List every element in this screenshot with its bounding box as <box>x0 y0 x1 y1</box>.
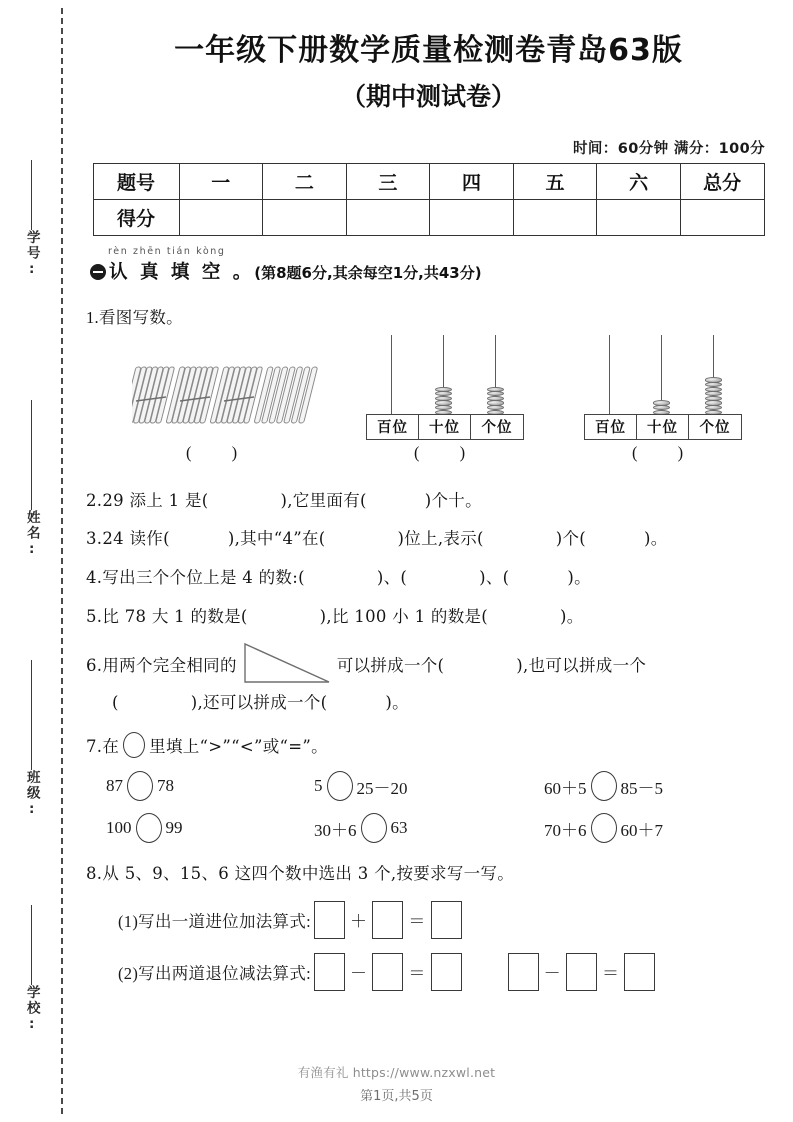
comparison-left: 100 <box>106 818 132 838</box>
question-5-seg3: )。 <box>560 606 584 626</box>
seal-field-class <box>14 660 48 819</box>
comparison-right: 85－5 <box>620 778 663 798</box>
question-3 <box>86 526 771 552</box>
question-4-seg1: 写出三个个位上是 4 的数:( <box>102 567 305 587</box>
exam-meta-line: 时间：60分钟 满分：100分 <box>573 141 765 158</box>
footer-watermark: 有渔有礼 https://www.nzxwl.net <box>297 1065 496 1080</box>
seal-label-class: 班级: <box>23 770 40 819</box>
question-8-sub-2-label: (2)写出两道退位减法算式: <box>118 963 312 983</box>
question-6-seg3: ),也可以拼成一个 <box>516 656 647 676</box>
score-input-cell[interactable] <box>346 200 430 236</box>
comparison-circle[interactable] <box>136 813 162 843</box>
place-label-hundreds: 百位 <box>367 415 419 439</box>
footer-page-number: 第1页,共5页 <box>360 1089 433 1104</box>
comparison-right: 78 <box>157 776 174 796</box>
sealing-margin <box>0 0 62 1122</box>
question-8-number: 8. <box>86 864 103 884</box>
question-7-row-2 <box>86 813 771 843</box>
exam-page <box>62 0 793 1122</box>
score-input-cell[interactable] <box>597 200 681 236</box>
figure-abacus-1 <box>366 335 530 439</box>
figure-abacus-2 <box>584 335 748 439</box>
comparison-left: 5 <box>314 776 323 796</box>
question-5-number: 5. <box>86 606 103 626</box>
comparison-right: 25－20 <box>356 778 408 798</box>
question-3-seg4: )个( <box>555 529 587 549</box>
seal-rule <box>31 160 32 230</box>
score-input-cell[interactable] <box>513 200 597 236</box>
question-8-sub-1 <box>86 901 771 939</box>
question-1 <box>86 305 771 331</box>
comparison-left: 70＋6 <box>544 820 587 840</box>
question-3-number: 3. <box>86 529 103 549</box>
section-note: (第8题6分,其余每空1分,共43分) <box>254 264 482 283</box>
abacus-place-labels <box>366 414 524 440</box>
comparison-item <box>86 771 314 801</box>
figure-abacus-1-answer-blank[interactable]: ( ) <box>414 442 484 462</box>
comparison-item <box>314 771 544 801</box>
comparison-left: 30＋6 <box>314 820 357 840</box>
place-label-tens: 十位 <box>637 415 689 439</box>
question-2-seg1: 29 添上 1 是( <box>102 490 209 510</box>
seal-rule <box>31 905 32 985</box>
score-table-row-header: 得分 <box>93 200 179 236</box>
comparison-left: 60＋5 <box>544 778 587 798</box>
seal-label-student-id: 学号: <box>23 230 40 279</box>
answer-box[interactable] <box>566 953 597 991</box>
score-table-cell: 三 <box>346 164 430 200</box>
question-6-seg6: )。 <box>385 693 409 713</box>
figure-abacus-2-answer-blank[interactable]: ( ) <box>632 442 702 462</box>
question-7-lead1: 在 <box>102 736 120 756</box>
score-input-cell[interactable] <box>680 200 764 236</box>
question-6 <box>86 642 771 684</box>
question-5-seg2: ),比 100 小 1 的数是( <box>319 606 489 626</box>
place-label-ones: 个位 <box>689 415 741 439</box>
question-3-seg2: ),其中“4”在( <box>227 529 326 549</box>
question-6-seg2: 可以拼成一个( <box>336 656 445 676</box>
answer-box[interactable] <box>508 953 539 991</box>
comparison-circle-example[interactable] <box>123 732 145 758</box>
question-8-text: 从 5、9、15、6 这四个数中选出 3 个,按要求写一写。 <box>102 864 515 884</box>
comparison-left: 87 <box>106 776 123 796</box>
sticks-icon <box>132 361 332 437</box>
place-label-tens: 十位 <box>419 415 471 439</box>
question-2-seg3: )个十。 <box>424 490 482 510</box>
question-1-number: 1. <box>86 308 99 328</box>
comparison-right: 99 <box>165 818 183 838</box>
page-footer <box>0 1063 793 1104</box>
score-table-cell: 六 <box>597 164 681 200</box>
section-title: 认 真 填 空 。 <box>109 262 255 284</box>
score-table <box>93 163 765 236</box>
seal-rule <box>31 400 32 510</box>
question-2-seg2: ),它里面有( <box>280 490 367 510</box>
comparison-item <box>544 813 754 843</box>
abacus-beads-tens <box>653 395 670 415</box>
comparison-item <box>544 771 754 801</box>
question-6-line2 <box>86 690 771 716</box>
question-8-sub-1-label: (1)写出一道进位加法算式: <box>118 911 312 931</box>
question-2 <box>86 488 771 514</box>
score-table-cell: 一 <box>179 164 263 200</box>
score-input-cell[interactable] <box>430 200 514 236</box>
page-title: 一年级下册数学质量检测卷青岛63版 <box>174 33 683 68</box>
question-1-figures <box>86 335 771 475</box>
score-table-cell: 总分 <box>680 164 764 200</box>
section-header <box>86 246 771 292</box>
operator-minus: － <box>543 964 561 984</box>
question-7-row-1 <box>86 771 771 801</box>
comparison-item <box>314 813 544 843</box>
table-row <box>93 200 764 236</box>
abacus-beads-ones <box>487 377 504 415</box>
equation-group <box>505 953 659 991</box>
question-7-number: 7. <box>86 736 103 756</box>
question-3-seg5: )。 <box>644 529 668 549</box>
operator-equals: ＝ <box>601 964 620 984</box>
answer-box[interactable] <box>372 953 403 991</box>
abacus-beads-tens <box>435 377 452 415</box>
comparison-circle[interactable] <box>327 771 353 801</box>
question-6-seg1: 用两个完全相同的 <box>102 656 237 676</box>
equation-group <box>311 901 465 939</box>
question-3-seg3: )位上,表示( <box>397 529 484 549</box>
section-pinyin: rèn zhēn tián kòng <box>108 246 226 258</box>
answer-box[interactable] <box>431 953 462 991</box>
operator-equals: ＝ <box>408 912 426 932</box>
score-table-cell: 二 <box>263 164 347 200</box>
seal-field-school <box>14 905 48 1034</box>
seal-field-name <box>14 400 48 559</box>
section-marker-icon <box>90 264 106 280</box>
comparison-circle[interactable] <box>361 813 387 843</box>
question-4-seg2: )、( <box>376 567 408 587</box>
question-6-number: 6. <box>86 656 103 676</box>
comparison-right: 60＋7 <box>620 820 663 840</box>
abacus-beads-ones <box>705 365 722 415</box>
question-5 <box>86 604 771 630</box>
place-label-ones: 个位 <box>471 415 523 439</box>
question-7-lead2: 里填上“>”“<”或“=”。 <box>149 736 328 756</box>
operator-plus: ＋ <box>350 912 368 932</box>
page-subtitle: （期中测试卷） <box>340 81 516 111</box>
seal-label-name: 姓名: <box>23 510 40 559</box>
answer-box[interactable] <box>372 901 403 939</box>
comparison-circle[interactable] <box>591 771 617 801</box>
question-2-number: 2. <box>86 490 103 510</box>
score-input-cell[interactable] <box>179 200 263 236</box>
answer-box[interactable] <box>431 901 462 939</box>
question-4 <box>86 565 771 591</box>
question-4-number: 4. <box>86 567 103 587</box>
operator-minus: － <box>350 964 368 984</box>
question-7 <box>86 732 771 760</box>
answer-box[interactable] <box>314 901 345 939</box>
question-1-text: 看图写数。 <box>98 308 183 328</box>
question-6-seg5: ),还可以拼成一个( <box>190 693 328 713</box>
score-table-cell: 五 <box>513 164 597 200</box>
question-4-seg4: )。 <box>567 567 591 587</box>
score-input-cell[interactable] <box>263 200 347 236</box>
table-row <box>93 164 764 200</box>
score-table-cell: 四 <box>430 164 514 200</box>
answer-box[interactable] <box>624 953 655 991</box>
figure-sticks <box>132 361 332 437</box>
score-table-row-header: 题号 <box>93 164 179 200</box>
right-triangle-icon <box>243 642 331 684</box>
abacus-place-labels <box>584 414 742 440</box>
question-6-seg4: ( <box>112 693 119 713</box>
comparison-item <box>86 813 314 843</box>
comparison-circle[interactable] <box>127 771 153 801</box>
comparison-right: 63 <box>390 818 408 838</box>
seal-label-school: 学校: <box>23 985 40 1034</box>
equation-group <box>311 953 465 991</box>
answer-box[interactable] <box>314 953 345 991</box>
operator-equals: ＝ <box>408 964 426 984</box>
question-3-seg1: 24 读作( <box>102 529 170 549</box>
place-label-hundreds: 百位 <box>585 415 637 439</box>
abacus-rod-hundreds <box>609 335 610 415</box>
figure-sticks-answer-blank[interactable]: ( ) <box>186 442 256 462</box>
seal-rule <box>31 660 32 770</box>
question-8-sub-2 <box>86 953 771 991</box>
question-4-seg3: )、( <box>479 567 510 587</box>
question-5-seg1: 比 78 大 1 的数是( <box>102 606 248 626</box>
question-8 <box>86 861 771 887</box>
abacus-rod-hundreds <box>391 335 392 415</box>
comparison-circle[interactable] <box>591 813 617 843</box>
seal-field-student-id <box>14 160 48 279</box>
